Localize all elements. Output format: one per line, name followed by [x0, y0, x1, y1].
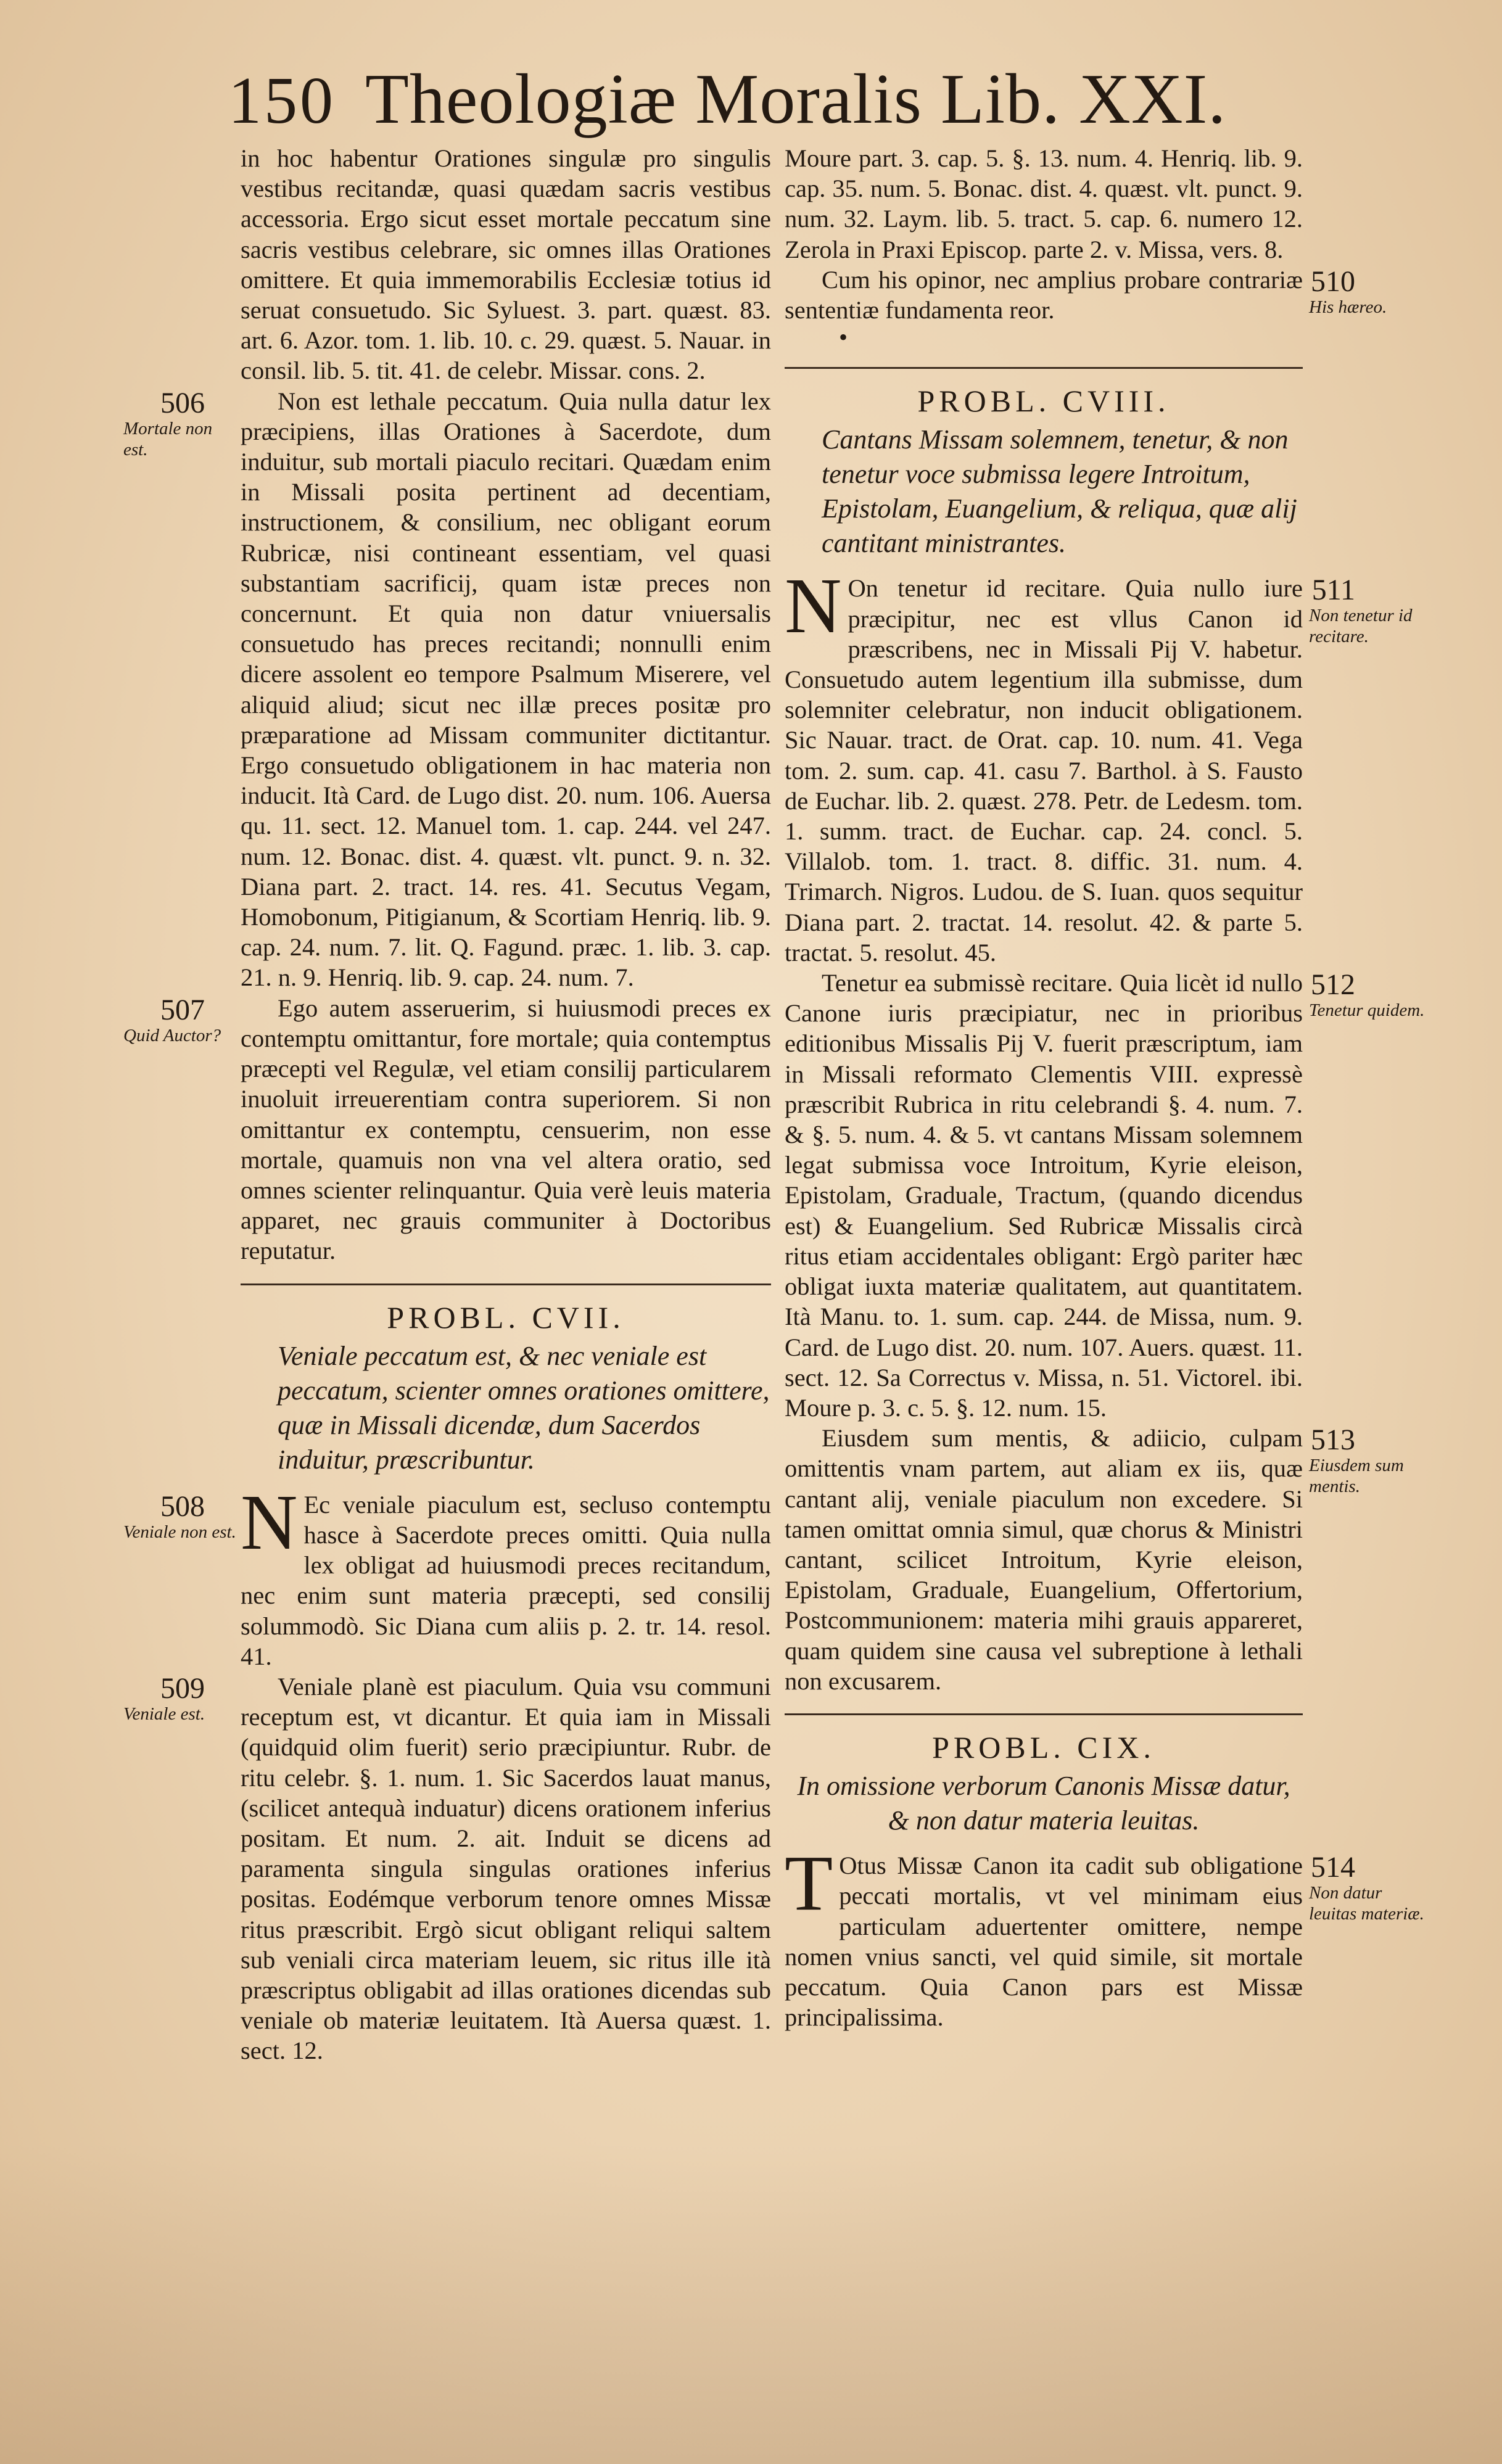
paragraph-number: 511 — [1311, 574, 1355, 607]
bullet-mark: • — [839, 323, 848, 352]
paragraph-number: 512 — [1311, 968, 1355, 1002]
margin-note: Veniale non est. — [123, 1522, 236, 1542]
continuation-text-right: Moure part. 3. cap. 5. §. 13. num. 4. Henriq. lib. 9. cap. 35. num. 5. Bonac. dist. 4. quæst. vlt. punct. 9. num. 32. Laym. lib. 5. tract. 5. cap. 6. numero 12. Zerola in Praxi Episcop. parte 2. v. Missa, vers. 8. — [785, 144, 1303, 263]
paragraph-508 — [123, 1478, 771, 1671]
paragraph-number: 507 — [160, 993, 205, 1026]
problem-title: Cantans Missam solemnem, tenetur, & non tenetur voce submissa legere Introitum, Epistolam, Euangelium, & reliqua, quæ alij cantitant ministrantes. — [822, 424, 1297, 559]
paragraph-text: Ego autem asseruerim, si huiusmodi preces ex contemptu omittantur, fore mortale; quia contemptus præcepti vel Regulæ, vel etiam consilij particularem inuoluit irreuerentiam contra superiorem. Si non omittantur ex contemptu, censuerim, non esse mortale, quamuis non vna vel altera oratio, sed omnes scienter relinquantur. Quia verè leuis materia apparet, nec grauis communiter à Doctoribus reputatur. — [241, 994, 771, 1265]
paragraph-number: 506 — [160, 386, 205, 419]
paragraph-text: Cum his opinor, nec amplius probare contrariæ sententiæ fundamenta reor. — [785, 265, 1303, 324]
paragraph-number: 514 — [1311, 1851, 1355, 1884]
paragraph-text: Otus Missæ Canon ita cadit sub obligatione peccati mortalis, vt vel minimam eius particulam aduertenter omittere, nempe nomen vnius sancti, vel quid simile, sit mortale peccatum. Quia Canon pars est Missæ principalissima. — [785, 1852, 1303, 2032]
problem-title: Veniale peccatum est, & nec veniale est peccatum, scienter omnes orationes omittere, quæ in Missali dicendæ, dum Sacerdos induitur, præscribuntur. — [278, 1340, 770, 1475]
paragraph-509 — [123, 1671, 771, 2066]
paragraph-number: 513 — [1311, 1424, 1355, 1457]
section-divider — [785, 1713, 1303, 1715]
margin-note: Quid Auctor? — [123, 1025, 221, 1045]
margin-note: Mortale non est. — [123, 418, 213, 459]
running-title: Theologiæ Moralis Lib. XXI. — [365, 60, 1227, 139]
margin-note: Eiusdem sum mentis. — [1309, 1456, 1404, 1497]
margin-note: Veniale est. — [123, 1704, 205, 1724]
paper-stain — [0, 2143, 1502, 2464]
drop-cap: T — [785, 1839, 833, 1927]
problem-title: In omissione verborum Canonis Missæ datur, & non datur materia leuitas. — [797, 1771, 1290, 1836]
section-divider — [241, 1284, 771, 1285]
paragraph-number: 510 — [1311, 265, 1355, 298]
drop-cap: N — [241, 1478, 298, 1566]
paragraph-text: Eiusdem sum mentis, & adiicio, culpam omittentis vnam partem, aut aliam ex iis, quæ cantant alij, veniale piaculum non excedere. Si tamen omittat omnia simul, quæ chorus & Ministri cantant, scilicet Introitum, Kyrie eleison, Epistolam, Graduale, Euangelium, Offertorium, Postcommunionem: materia mihi grauis appareret, quam quidem sine causa vel subreptione à lethali non excusarem. — [785, 1424, 1303, 1695]
paragraph-510 — [785, 265, 1387, 325]
margin-note: Tenetur quidem. — [1309, 1000, 1425, 1021]
margin-note: Non tenetur id recitare. — [1309, 606, 1413, 647]
paragraph-number: 508 — [160, 1490, 205, 1523]
paragraph-text: On tenetur id recitare. Quia nullo iure præcipitur, nec est vllus Canon id præscribens, nec in Missali Pij V. habetur. Consuetudo autem legentium illa submisse, dum solemniter celebratur, non inducit obligationem. Sic Nauar. tract. de Orat. cap. 10. num. 41. Vega tom. 2. sum. cap. 41. casu 7. Barthol. à S. Fausto de Euchar. lib. 2. quæst. 278. Petr. de Ledesm. tom. 1. summ. tract. de Euchar. cap. 24. concl. 5. Villalob. tom. 1. tract. 8. diffic. 31. num. 4. Trimarch. Nigros. Ludou. de S. Iuan. quos sequitur Diana part. 2. tractat. 14. resolut. 42. & parte 5. tractat. 5. resolut. 45. — [785, 574, 1303, 966]
section-divider — [785, 367, 1303, 369]
paragraph-text: Non est lethale peccatum. Quia nulla datur lex præcipiens, illas Orationes à Sacerdote, dum induitur, sub mortali piaculo recitari. Quædam enim in Missali posita pertinent ad decentiam, instructionem, & consilium, nec obligant eorum Rubricæ, nisi contineant essentiam, vel quasi substantiam sacrificij, quam istæ preces non concernunt. Et quia non datur vniuersalis consuetudo has preces recitandi; nonnulli enim dicere assolent eo tempore Psalmum Miserere, vel aliquid aliud; sicut nec illæ preces positæ pro præparatione ad Missam communiter dictitantur. Ergo consuetudo obligationem in hac materia non inducit. Ità Card. de Lugo dist. 20. num. 106. Auersa qu. 11. sect. 12. Manuel tom. 1. cap. 244. vel 247. num. 12. Bonac. dist. 4. quæst. vlt. punct. 9. n. 32. Diana part. 2. tract. 14. res. 41. Secutus Vegam, Homobonum, Pitigianum, & Scortiam Henriq. lib. 9. cap. 24. num. 7. lit. Q. Fagund. præc. 1. lib. 3. cap. 21. n. 9. Henriq. lib. 9. cap. 24. num. 7. — [241, 387, 771, 992]
continuation-text-left: in hoc habentur Orationes singulæ pro singulis vestibus recitandæ, quasi quædam sacris vestibus accessoria. Ergo sicut esset mortale peccatum sine sacris vestibus celebrare, sic omnes illas Orationes omittere. Et quia immemorabilis Ecclesiæ totius id seruat consuetudo. Sic Syluest. 3. part. quæst. 83. art. 6. Azor. tom. 1. lib. 10. c. 29. quæst. 5. Nauar. in consil. lib. 5. tit. 41. de celebr. Missar. cons. 2. — [241, 144, 771, 385]
paragraph-514 — [785, 1839, 1424, 2032]
problem-heading: PROBL. CVII. — [387, 1300, 625, 1335]
paragraph-511 — [785, 562, 1413, 968]
page-number: 150 — [228, 64, 336, 138]
paragraph-text: Ec veniale piaculum est, secluso contemptu hasce à Sacerdote preces omitti. Quia nulla lex obligat ad huiusmodi preces recitandum, nec enim sunt materia præcepti, sed consilij solummodò. Sic Diana cum aliis p. 2. tr. 14. resol. 41. — [241, 1490, 771, 1670]
problem-heading: PROBL. CIX. — [932, 1729, 1155, 1765]
paragraph-number: 509 — [160, 1671, 205, 1705]
right-column — [785, 143, 1425, 2032]
paragraph-513 — [785, 1423, 1404, 1696]
drop-cap: N — [785, 562, 842, 650]
paragraph-text: Tenetur ea submissè recitare. Quia licèt id nullo Canone iuris præcipiatur, nec in prioribus editionibus Missalis Pij V. fuerit præscriptum, iam in Missali reformato Clementis VIII. expressè præscribit Rubrica in ritu celebrandi §. 4. num. 7. & §. 5. num. 4. & 5. vt cantans Missam solemnem legat submissa voce Introitum, Kyrie eleison, Epistolam, Graduale, Tractum, (quando dicendus est) & Euangelium. Sed Rubricæ Missalis circà ritus etiam accidentales obligant: Ergò pariter hæc obligat iuxta materiæ qualitatem, aut quantitatem. Ità Manu. to. 1. sum. cap. 244. de Missa, num. 9. Card. de Lugo dist. 20. num. 107. Auers. quæst. 11. sect. 12. Sa Correctus v. Missa, n. 51. Victorel. ibi. Moure p. 3. c. 5. §. 12. num. 15. — [785, 969, 1303, 1422]
paragraph-512 — [785, 968, 1425, 1423]
paragraph-506 — [123, 386, 771, 993]
margin-note: His hæreo. — [1309, 297, 1387, 317]
page-header — [228, 59, 1226, 145]
problem-heading: PROBL. CVIII. — [917, 384, 1170, 419]
paragraph-507 — [123, 993, 771, 1266]
left-column — [123, 143, 771, 2066]
paragraph-text: Veniale planè est piaculum. Quia vsu communi receptum est, vt dicantur. Et quia iam in Missali (quidquid olim fuerit) serio præcipiuntur. Rubr. de ritu celebr. §. 1. num. 1. Sic Sacerdos lauat manus, (scilicet antequà induatur) dicens orationem inferius positam. Et num. 2. ait. Induit se dicens ad paramenta singula singulas orationes inferius positas. Eodémque verborum tenore omnes Missæ ritus præscribit. Ergò sicut obligant reliqui saltem sub veniali circa materiam leuem, sic ritus ille ità præscriptus obligabit ad illas orationes dicendas sub veniale ob materiæ leuitatem. Ità Auersa quæst. 1. sect. 12. — [241, 1672, 771, 2065]
margin-note: Non datur leuitas materiæ. — [1309, 1883, 1424, 1924]
